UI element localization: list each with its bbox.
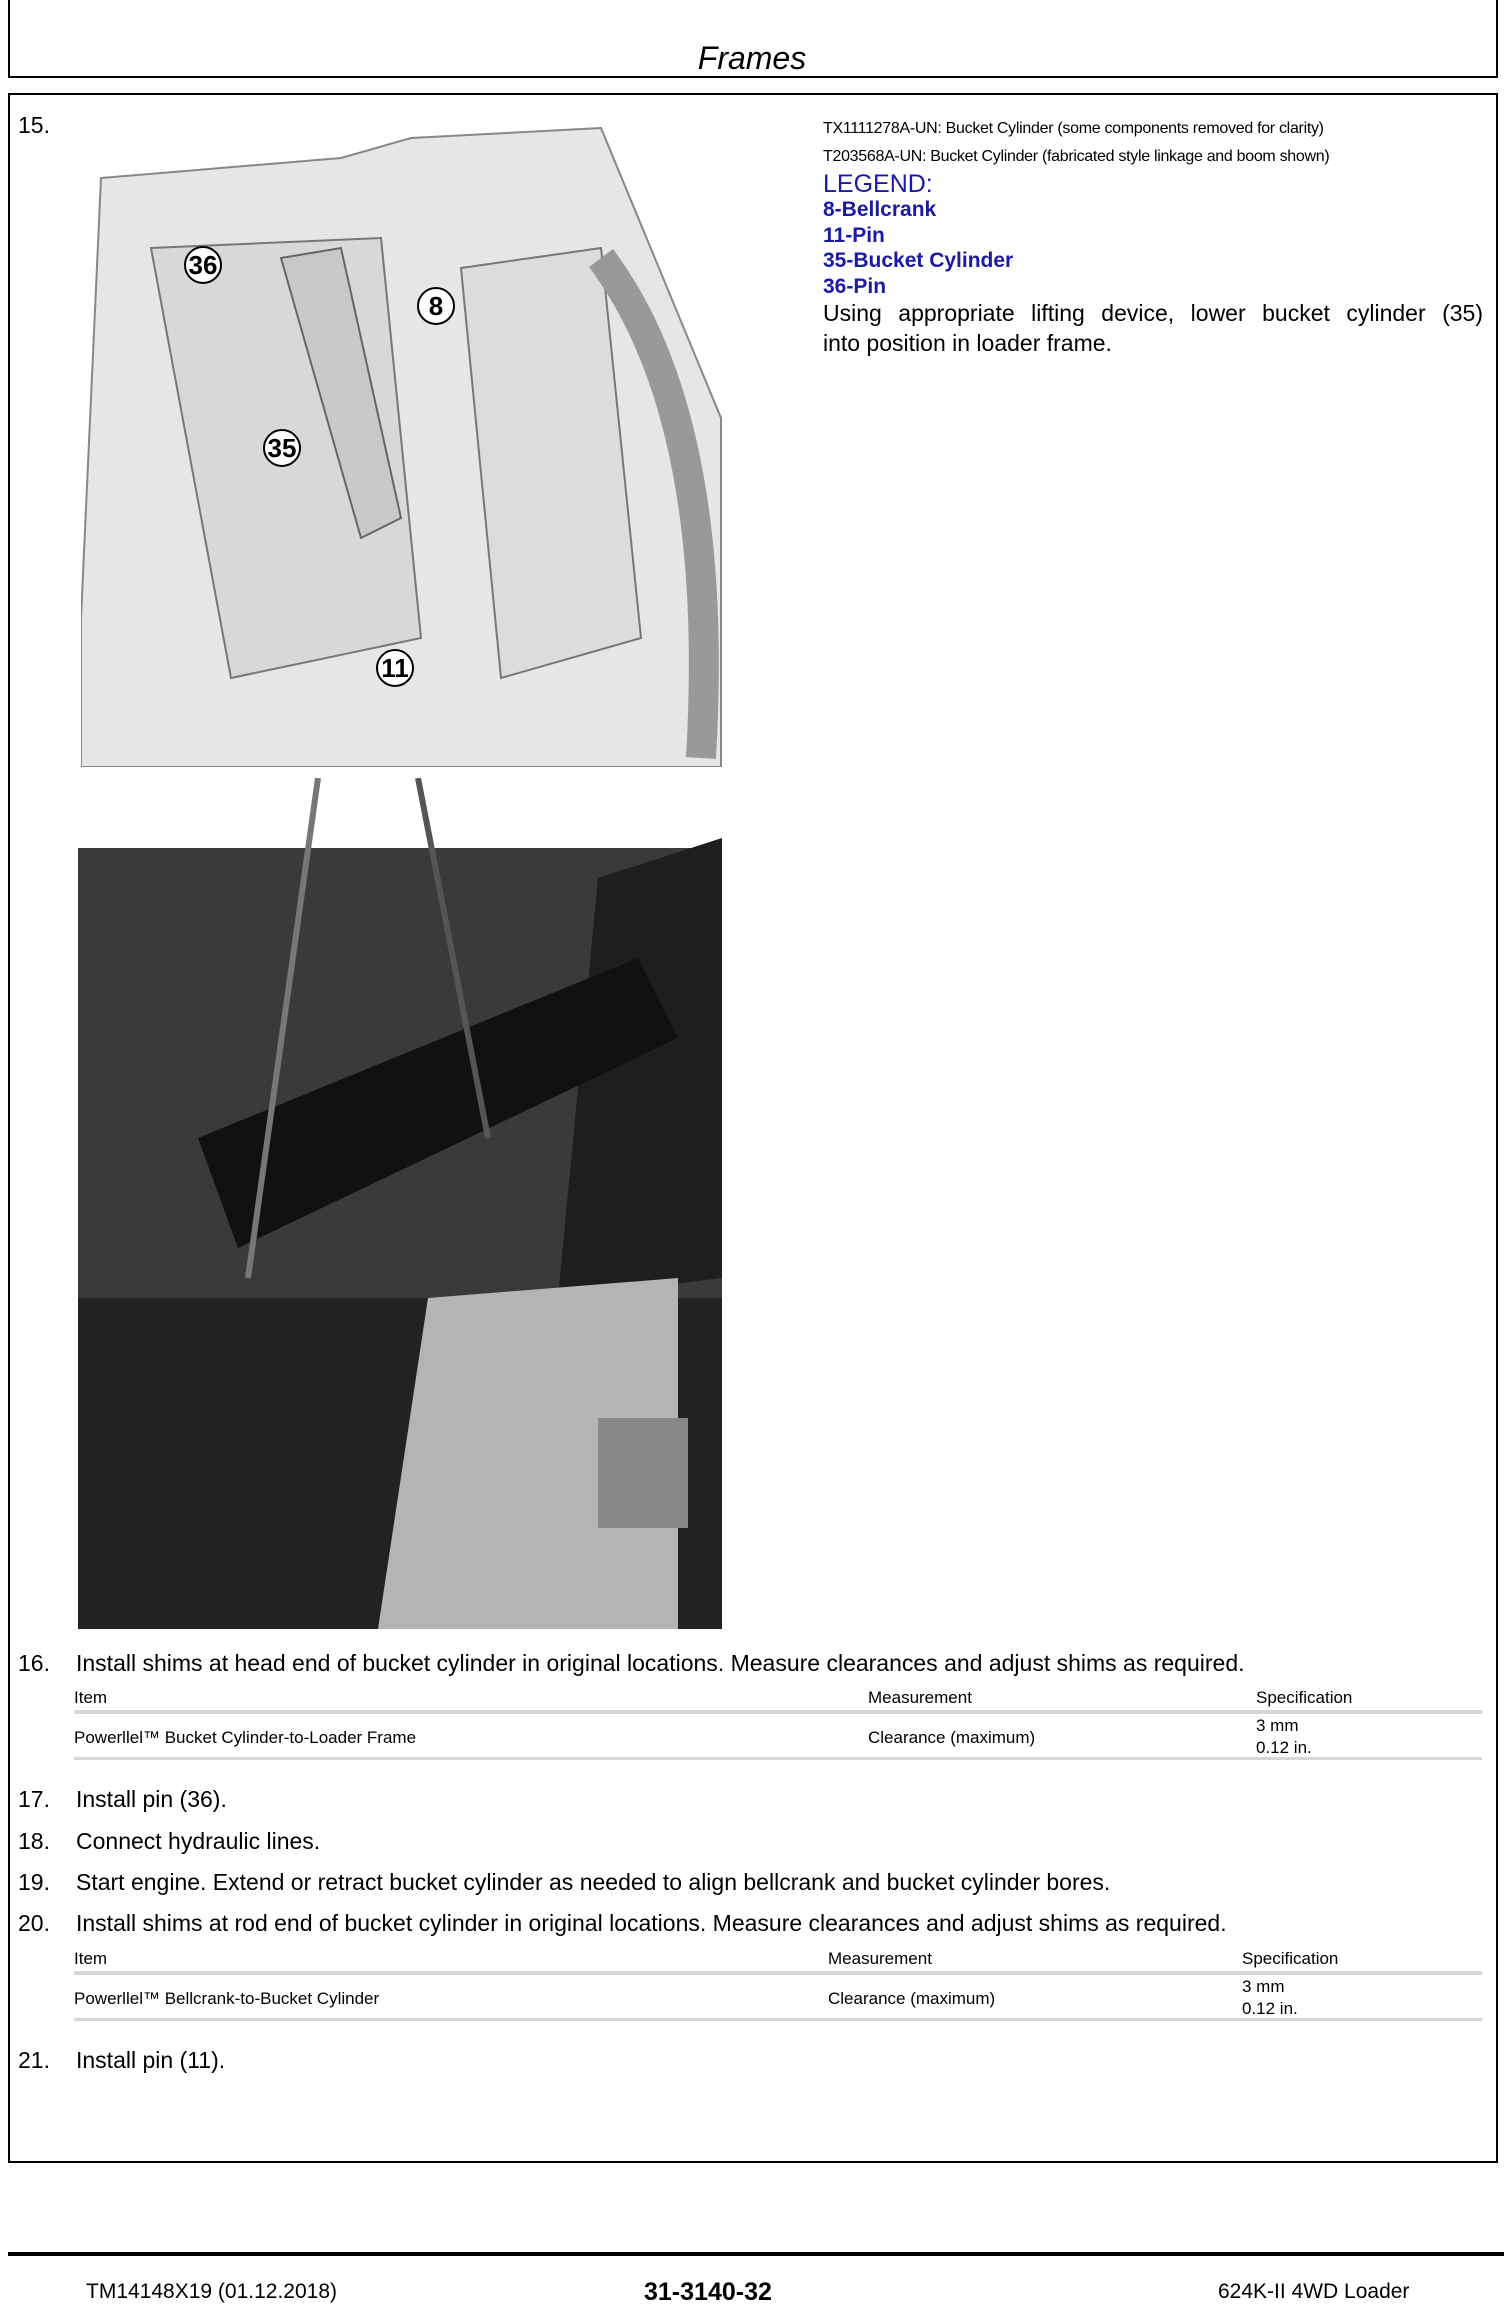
- figure-caption-2: T203568A-UN: Bucket Cylinder (fabricated style linkage and boom shown): [823, 148, 1330, 165]
- callout-36: 36: [188, 250, 218, 280]
- bucket-cylinder-photo: [78, 778, 722, 1629]
- bucket-cylinder-diagram: [81, 118, 722, 767]
- step-19: 19. Start engine. Extend or retract bucket cylinder as needed to align bellcrank and bucket cylinder bores.: [18, 1869, 1111, 1895]
- step-15-text-1: Using appropriate lifting device, lower bucket cylinder (35): [823, 300, 1483, 326]
- footer-page-number: 31-3140-32: [644, 2278, 772, 2306]
- step-17: 17. Install pin (36).: [18, 1786, 227, 1812]
- step-21: 21. Install pin (11).: [18, 2047, 226, 2073]
- spec-table-16: Item Measurement Specification Powerllel™ Bucket Cylinder-to-Loader Frame Clearance (maximum) 3 mm 0.12 in.: [74, 1688, 1482, 1760]
- footer-doc-id: TM14148X19 (01.12.2018): [86, 2280, 338, 2303]
- step-18: 18. Connect hydraulic lines.: [18, 1828, 321, 1854]
- figure-caption-1: TX1111278A-UN: Bucket Cylinder (some components removed for clarity): [823, 120, 1324, 137]
- step-15-text-2: into position in loader frame.: [823, 330, 1112, 356]
- callout-11: 11: [381, 653, 409, 683]
- legend-item: 11-Pin: [823, 224, 885, 247]
- footer-rule: [8, 2252, 1504, 2256]
- legend-item: 8-Bellcrank: [823, 198, 937, 221]
- footer-model: 624K-II 4WD Loader: [1218, 2280, 1410, 2303]
- legend-title: LEGEND:: [823, 170, 933, 198]
- spec-table-20: Item Measurement Specification Powerllel™ Bellcrank-to-Bucket Cylinder Clearance (maximum) 3 mm 0.12 in.: [74, 1949, 1482, 2021]
- step-15-number: 15.: [18, 112, 50, 138]
- legend-item: 35-Bucket Cylinder: [823, 249, 1014, 272]
- step-16: 16. Install shims at head end of bucket cylinder in original locations. Measure clearances and adjust shims as required.: [18, 1650, 1245, 1676]
- callout-35: 35: [267, 433, 297, 463]
- legend-item: 36-Pin: [823, 275, 887, 298]
- step-20: 20. Install shims at rod end of bucket cylinder in original locations. Measure clearances and adjust shims as required.: [18, 1910, 1227, 1936]
- page-title: Frames: [697, 40, 807, 76]
- callout-8: 8: [428, 291, 444, 321]
